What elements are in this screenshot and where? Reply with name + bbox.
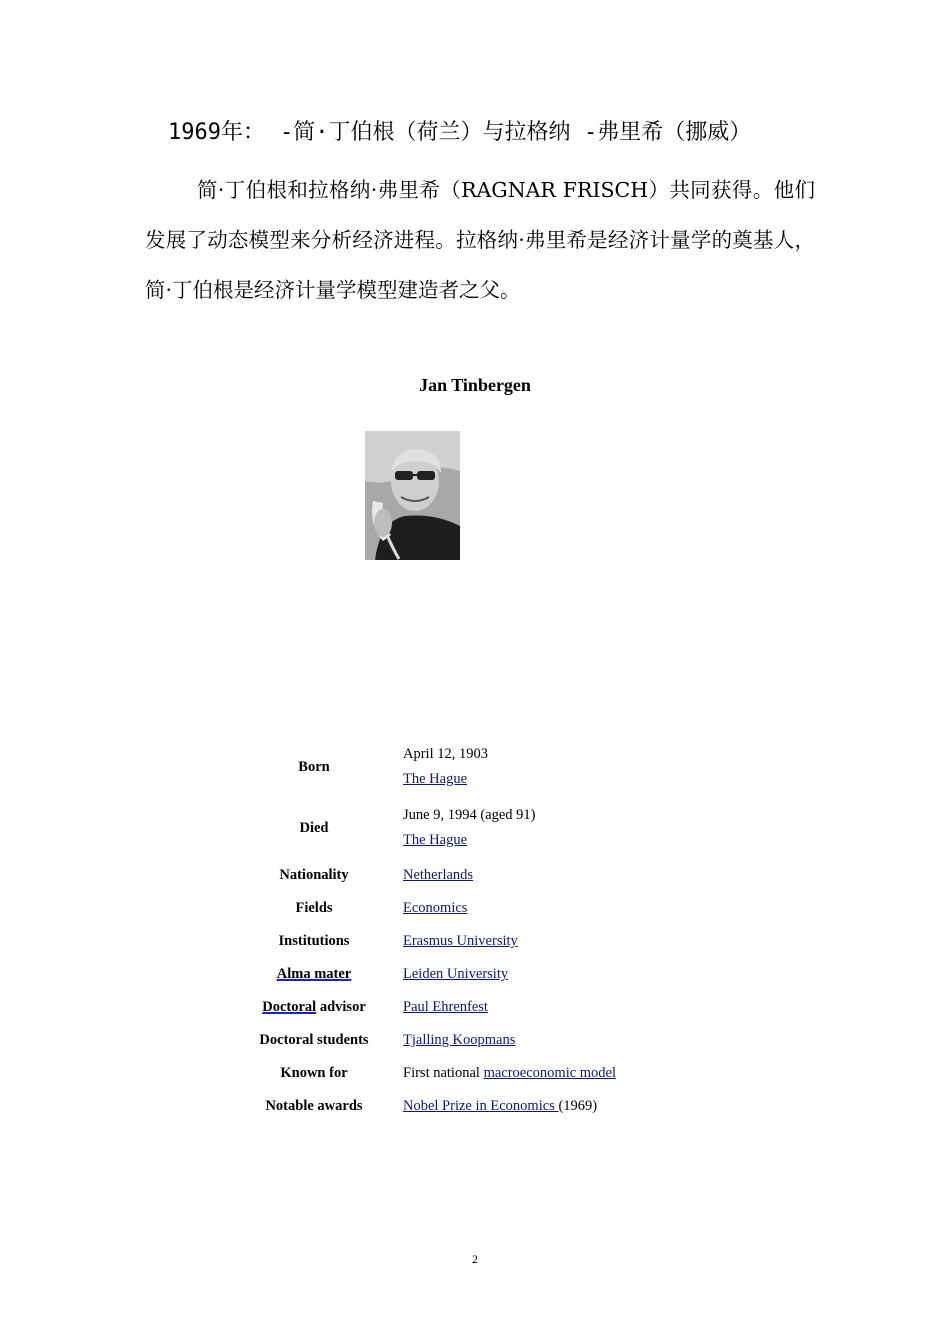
- infobox-row-institutions: [240, 930, 700, 952]
- awards-link[interactable]: Nobel Prize in Economics: [403, 1098, 559, 1114]
- known-for-prefix: First national: [403, 1065, 484, 1081]
- infobox-row-alma-mater: [240, 963, 700, 985]
- label-doctoral-students: Doctoral students: [259, 1031, 369, 1048]
- infobox-row-doctoral-students: [240, 1029, 700, 1051]
- portrait-photo: [365, 431, 460, 560]
- died-date: June 9, 1994 (aged 91): [403, 807, 536, 823]
- fields-link[interactable]: Economics: [403, 900, 468, 916]
- infobox: [240, 742, 700, 1128]
- label-fields: Fields: [295, 899, 333, 916]
- label-nationality: Nationality: [279, 866, 349, 883]
- infobox-row-doctoral-advisor: [240, 996, 700, 1018]
- infobox-row-born: [240, 742, 700, 792]
- label-born: Born: [298, 758, 330, 775]
- heading-line: [168, 118, 752, 148]
- label-institutions: Institutions: [278, 932, 350, 949]
- doctoral-label-link[interactable]: Doctoral: [262, 998, 317, 1015]
- page-number: 2: [472, 1252, 478, 1266]
- infobox-row-awards: [240, 1095, 700, 1117]
- heading-laureates: -简·丁伯根（荷兰）与拉格纳: [280, 120, 571, 145]
- label-known-for: Known for: [280, 1064, 348, 1081]
- known-for-link[interactable]: macroeconomic model: [483, 1065, 617, 1081]
- person-name: Jan Tinbergen: [419, 375, 531, 395]
- heading-year: 1969年：: [168, 120, 265, 145]
- institutions-link[interactable]: Erasmus University: [403, 933, 518, 949]
- doctoral-advisor-link[interactable]: Paul Ehrenfest: [403, 999, 488, 1015]
- born-date: April 12, 1903: [403, 746, 488, 762]
- infobox-row-fields: [240, 897, 700, 919]
- died-place-link[interactable]: The Hague: [403, 832, 468, 848]
- infobox-row-died: [240, 803, 700, 853]
- infobox-row-nationality: [240, 864, 700, 886]
- advisor-label-text: advisor: [316, 998, 366, 1015]
- intro-paragraph: 简·丁伯根和拉格纳·弗里希（RAGNAR FRISCH）共同获得。他们发展了动态模型来分析经济进程。拉格纳·弗里希是经济计量学的奠基人，简·丁伯根是经济计量学模型建造者之父。: [145, 178, 815, 302]
- awards-year: (1969): [558, 1098, 598, 1114]
- born-place-link[interactable]: The Hague: [403, 771, 468, 787]
- alma-mater-label-link[interactable]: Alma mater: [276, 965, 352, 982]
- label-died: Died: [299, 819, 329, 836]
- doctoral-students-link[interactable]: Tjalling Koopmans: [403, 1032, 516, 1048]
- nationality-link[interactable]: Netherlands: [403, 867, 474, 883]
- infobox-row-known-for: [240, 1062, 700, 1084]
- alma-mater-link[interactable]: Leiden University: [403, 966, 509, 982]
- label-awards: Notable awards: [265, 1097, 363, 1114]
- heading-laureate-2: -弗里希（挪威）: [584, 120, 752, 145]
